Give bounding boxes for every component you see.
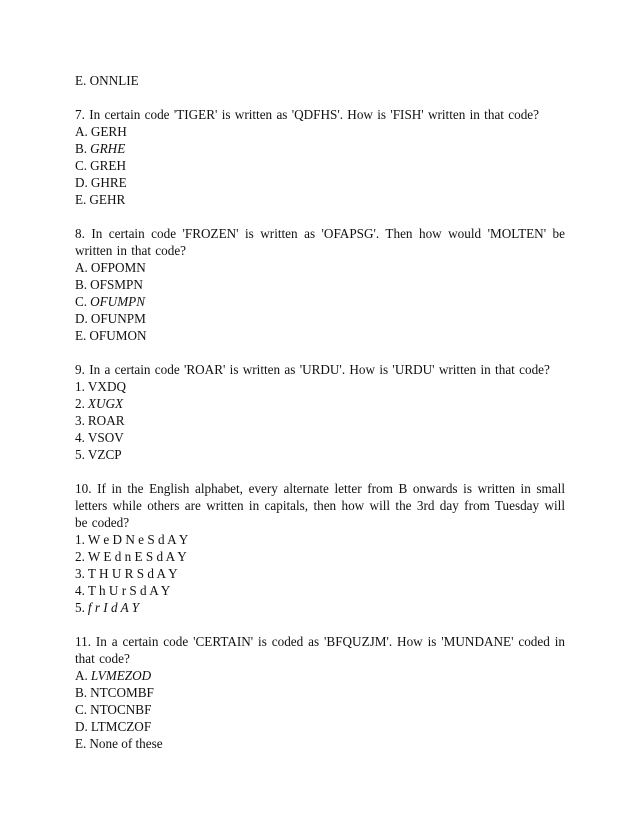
question-8-option-e: E. OFUMON: [75, 328, 147, 343]
question-8-option-a: A. OFPOMN: [75, 260, 146, 275]
question-7-option-c: C. GREH: [75, 158, 126, 173]
question-11-option-e: E. None of these: [75, 736, 163, 751]
question-8-option-c: C. OFUMPN: [75, 294, 146, 309]
option-e-previous: E. ONNLIE: [75, 73, 139, 88]
question-9-option-3: 3. ROAR: [75, 413, 125, 428]
question-8: [75, 225, 565, 344]
question-10: [75, 480, 565, 616]
question-10-option-3: 3. T H U R S d A Y: [75, 566, 178, 581]
question-8-option-d: D. OFUNPM: [75, 311, 146, 326]
question-11-option-d: D. LTMCZOF: [75, 719, 152, 734]
document-page: [75, 72, 565, 752]
question-7-option-b: B. GRHE: [75, 141, 126, 156]
question-11-text: 11. In a certain code 'CERTAIN' is coded as 'BFQUZJM'. How is 'MUNDANE' coded in that code?: [75, 634, 565, 666]
question-10-option-1: 1. W e D N e S d A Y: [75, 532, 189, 547]
question-9-text: 9. In a certain code 'ROAR' is written as 'URDU'. How is 'URDU' written in that code?: [75, 362, 550, 377]
question-7-text: 7. In certain code 'TIGER' is written as 'QDFHS'. How is 'FISH' written in that code?: [75, 107, 539, 122]
question-10-option-4: 4. T h U r S d A Y: [75, 583, 171, 598]
question-7-option-e: E. GEHR: [75, 192, 126, 207]
question-9-option-2: 2. XUGX: [75, 396, 124, 411]
question-9-option-4: 4. VSOV: [75, 430, 124, 445]
question-10-option-2: 2. W E d n E S d A Y: [75, 549, 187, 564]
question-7-option-a: A. GERH: [75, 124, 127, 139]
question-10-text: 10. If in the English alphabet, every alternate letter from B onwards is written in small letters while others are written in capitals, then how will the 3rd day from Tuesday will be coded?: [75, 481, 565, 530]
question-11-option-a: A. LVMEZOD: [75, 668, 152, 683]
question-7-option-d: D. GHRE: [75, 175, 127, 190]
question-7: [75, 106, 565, 208]
question-10-option-5: 5. f r I d A Y: [75, 600, 140, 615]
question-11-option-b: B. NTCOMBF: [75, 685, 154, 700]
question-9: [75, 361, 565, 463]
question-8-option-b: B. OFSMPN: [75, 277, 143, 292]
question-9-option-1: 1. VXDQ: [75, 379, 126, 394]
question-11: [75, 633, 565, 752]
question-11-option-c: C. NTOCNBF: [75, 702, 152, 717]
question-8-text: 8. In certain code 'FROZEN' is written as 'OFAPSG'. Then how would 'MOLTEN' be written in that code?: [75, 226, 565, 258]
question-9-option-5: 5. VZCP: [75, 447, 122, 462]
